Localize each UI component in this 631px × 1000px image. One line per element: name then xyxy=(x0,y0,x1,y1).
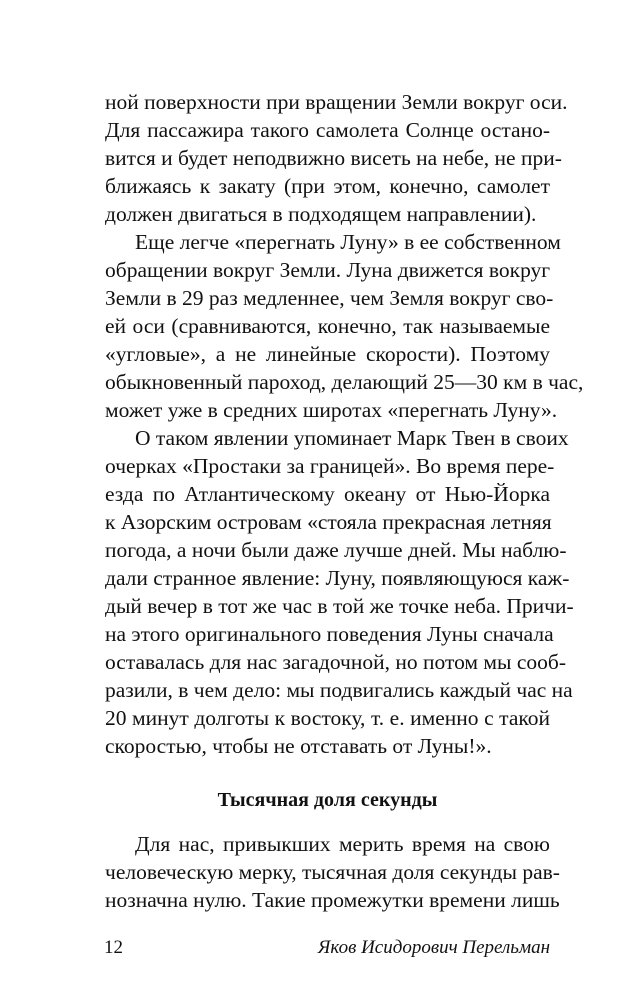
text-line: ной поверхности при вращении Земли вокруг оси. xyxy=(105,90,568,114)
text-line: обыкновенный пароход, делающий 25—30 км в час, xyxy=(105,370,584,394)
text-line: очерках «Простаки за границей». Во время пере- xyxy=(105,454,555,478)
text-line: скоростью, чтобы не отставать от Луны!». xyxy=(105,734,492,758)
text-line: Для пассажира такого самолета Солнце остано- xyxy=(105,118,550,142)
text-line: Еще легче «перегнать Луну» в ее собственном xyxy=(135,230,561,254)
text-line: дый вечер в тот же час в той же точке неба. Причи- xyxy=(105,594,574,618)
text-line: к Азорским островам «стояла прекрасная летняя xyxy=(105,510,552,534)
text-line: Для нас, привыкших мерить время на свою xyxy=(135,832,550,856)
text-line: Земли в 29 раз медленнее, чем Земля вокруг сво- xyxy=(105,286,554,310)
text-line: на этого оригинального поведения Луны сначала xyxy=(105,622,554,646)
text-line: езда по Атлантическому океану от Нью-Йорка xyxy=(105,482,550,506)
text-line: ближаясь к закату (при этом, конечно, самолет xyxy=(105,174,550,198)
text-line: погода, а ночи были даже лучше дней. Мы наблю- xyxy=(105,538,567,562)
text-line: может уже в средних широтах «перегнать Луну». xyxy=(105,398,558,422)
page-number: 12 xyxy=(104,937,123,958)
text-line: дали странное явление: Луну, появляющуюся каж- xyxy=(105,566,570,590)
text-line: разили, в чем дело: мы подвигались каждый час на xyxy=(105,678,573,702)
text-line: ей оси (сравниваются, конечно, так называемые xyxy=(105,314,550,338)
text-line: вится и будет неподвижно висеть на небе, не при- xyxy=(105,146,562,170)
text-line: 20 минут долготы к востоку, т. е. именно с такой xyxy=(105,706,550,730)
text-line: оставалась для нас загадочной, но потом мы сооб- xyxy=(105,650,566,674)
text-line: человеческую мерку, тысячная доля секунды рав- xyxy=(105,860,560,884)
text-line: «угловые», а не линейные скорости). Поэтому xyxy=(105,342,550,366)
text-line: должен двигаться в подходящем направлении). xyxy=(105,202,537,226)
text-line: О таком явлении упоминает Марк Твен в своих xyxy=(135,426,569,450)
section-heading: Тысячная доля секунды xyxy=(217,789,438,811)
text-line: нозначна нулю. Такие промежутки времени лишь xyxy=(105,888,560,912)
running-footer-author: Яков Исидорович Перельман xyxy=(317,937,550,958)
text-line: обращении вокруг Земли. Луна движется вокруг xyxy=(105,258,551,282)
